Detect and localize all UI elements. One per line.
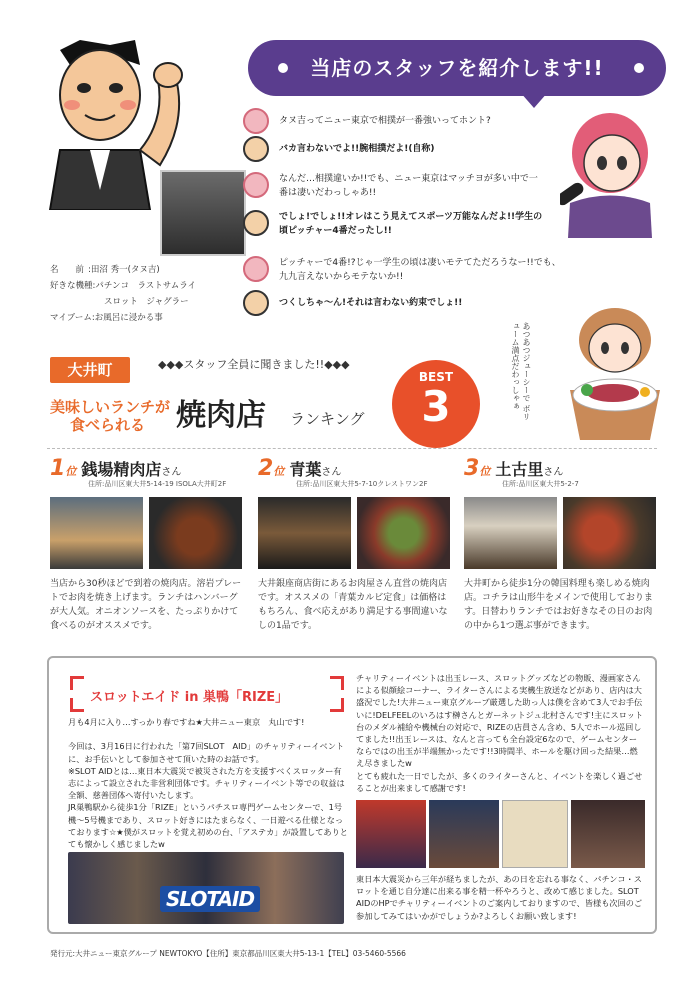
cow-girl-comment: あつあつジューシーで ボリューム満点だわっしゃぁ [511,322,531,421]
speech-tail [520,92,548,108]
rank-number: 1 [50,456,66,481]
yakiniku-heading: 焼肉店 [176,398,266,433]
shop-description: 当店から30秒ほどで到着の焼肉店。溶岩プレートでお肉を焼き上げます。ランチはハンバーグが大人気。オニオンソースを、たっぷりかけて食べるのがオススメです。 [50,579,242,631]
staff-profile: 名 前 : 田沼 秀一(タヌ吉) 好きな機種 : パチンコ ラストサムライ スロット ジャグラー マイブーム : お風呂に浸かる事 [50,262,196,326]
bracket-decor [330,698,344,712]
ranking-item-2 [258,456,453,633]
man-avatar-icon [243,210,269,236]
cow-girl-illustration [565,300,665,450]
dialog-line [243,108,583,128]
ranking-item-1 [50,456,245,633]
event-left-text: 月も4月に入り…すっかり春ですね★大井ニュー東京 丸山です! 今回は、3月16日に行われた「第7回SLOT AID」のチャリティーイベントに、お手伝いとして参加させて頂いた時のお話です。 ※SLOT AIDとは…東日本大震災で被災された方を支援すべくスロッター有志によって設立された非営利団体です。チャリティーイベント等での収益は全額、慈善団体へ寄付いたします。 JR巣鴨駅から徒歩1分「RIZE」というパチスロ専門ゲームセンターで、1号機〜5号機まであり、スロット好きにはたまらなく、一日遊べる仕様となっております☆★僕がスロットを覚え初めの台、「アステカ」が設置してありとても懐かしく感じましたw [68,717,348,850]
staff-question: ◆◆◆スタッフ全員に聞きました!!◆◆◆ [158,358,350,371]
shop-suffix: さん [321,467,342,478]
girl-avatar-icon [243,256,269,282]
shop-photo [464,497,557,569]
staff-photo [160,170,246,256]
best3-badge [392,360,480,448]
event-photos [356,800,645,868]
shop-photo [258,497,351,569]
rank-number: 2 [258,456,274,481]
slotaid-logo: SLOTAID [160,886,260,912]
dialog-line [243,256,563,284]
profile-label: マイブーム [50,313,92,323]
girl-avatar-icon [243,172,269,198]
bracket-decor [330,676,344,690]
decor-dot [634,63,644,73]
ranking-item-3 [464,456,659,633]
event-photo [571,800,645,868]
best-number: 3 [421,382,451,431]
shop-suffix: さん [161,467,182,478]
rank-number: 3 [464,456,480,481]
shop-description: 大井銀座商店街にあるお肉屋さん直営の焼肉店です。オススメの「青葉カルビ定食」は価格はもちろん、食べ応えがあり満足する事間違いなしの1品です。 [258,579,448,631]
shop-photo [50,497,143,569]
ranking-word: ランキング [290,410,365,428]
dialog-text: タヌ吉ってニュー東京で相撲が一番強いってホント? [279,116,491,126]
shop-address: 住所:品川区東大井5-2-7 [502,480,579,488]
shop-address: 住所:品川区東大井5-14-19 ISOLA大井町2F [88,480,227,488]
profile-value: お風呂に浸かる事 [94,313,163,323]
event-right-text: チャリティーイベントは出玉レース、スロットグッズなどの物販、漫画家さんによる似顔絵コーナー、ライターさんによる実機生放送などがあり、店内は大盛況でした!大井ニュー東京グループ厳選した助っ人は僕を含めて3人でお手伝いに!DELFEELのいろはす榊さんとガーネットジュ北村さんです!主にスロット台のメダル補給や機械台の対応で、RIZEの店員さん含め、5人でホール巡回してました!!出玉レースは、なんと言っても全台設定6なので、ゲームセンターならではの出玉が半端無かったです!!3時間半、ホールを駆け回った結果…燃え尽きましたw とても疲れた一日でしたが、多くのライターさんと、イベントを楽しく過ごせることが出来まして感謝です! [356,673,644,793]
girl-avatar-icon [243,108,269,134]
dialog-line [243,290,583,310]
dialog-text: つくしちゃ〜ん!それは言わない約束でしょ!! [279,298,463,308]
section-divider [47,448,657,449]
event-photo [356,800,426,868]
food-photo [357,497,450,569]
bracket-decor [70,698,84,712]
shop-name: 銭場精肉店 [81,460,162,479]
publisher-footer: 発行元:大井ニュー東京グループ NEWTOKYO【住所】東京都品川区東大井5-13-1【TEL】03-5460-5566 [50,949,406,958]
profile-value: 田沼 秀一(タヌ吉) [90,265,160,275]
event-closing-text: 東日本大震災から三年が経ちましたが、あの日を忘れる事なく、パチンコ・スロットを通じ自分達に出来る事を精一杯やろうと、改めて感じました。SLOT AIDのHPでチャリティーイベントのご案内しておりますので、皆様も次回のご参加してみてはいかがでしょうか?よろしくお願い致します! [356,874,643,921]
dialog-text: なんだ…相撲違いか!!でも、ニュー東京はマッチヨが多い中で一番は凄いだわっしゃあ!! [279,174,538,198]
rank-unit: 位 [65,465,77,478]
dialog-text: でしょ!でしょ!!オレはこう見えてスポーツ万能なんだよ!!学生の頃ピッチャー4番だったし!! [279,212,543,236]
profile-label: 名 前 [50,265,85,275]
rank-unit: 位 [273,465,285,478]
best-label: BEST [418,370,454,384]
shop-address: 住所:品川区東大井5-7-10クレストワン2F [296,480,428,488]
staff-section-title: 当店のスタッフを紹介します!! [248,40,666,96]
shop-name: 青葉 [289,460,322,479]
decor-dot [278,63,288,73]
profile-value: スロット ジャグラー [104,297,189,307]
event-photo [429,800,499,868]
lunch-heading-1: 美味しいランチが [50,398,171,416]
man-avatar-icon [243,136,269,162]
dialog-text: バカ言わないでよ!!腕相撲だよ!(自称) [279,144,435,154]
dialog-text: ピッチャーで4番!?じゃ一学生の頃は凄いモテてただろうなー!!でも、九九言えないからモテないか!! [279,258,561,282]
interviewer-girl-illustration [560,108,660,238]
event-title: スロットエイド in 巣鴨「RIZE」 [90,690,289,705]
dialog-line [243,136,583,156]
food-photo [563,497,656,569]
food-photo [149,497,242,569]
rank-unit: 位 [479,465,491,478]
dialog-line [243,210,543,238]
dialog-line [243,172,543,200]
profile-label: 好きな機種 [50,281,93,291]
event-photo [502,800,568,868]
lunch-heading-2: 食べられる [70,416,146,434]
shop-description: 大井町から徒歩1分の韓国料理も楽しめる焼肉店。コチラは山形牛をメインで使用しております。日替わりランチではお好きなその日のお肉の中から1つ選ぶ事ができます。 [464,579,653,631]
bracket-decor [70,676,84,690]
profile-value: パチンコ ラストサムライ [95,281,197,291]
shop-suffix: さん [543,467,564,478]
area-badge: 大井町 [50,357,130,383]
man-avatar-icon [243,290,269,316]
shop-name: 土古里 [495,460,544,479]
